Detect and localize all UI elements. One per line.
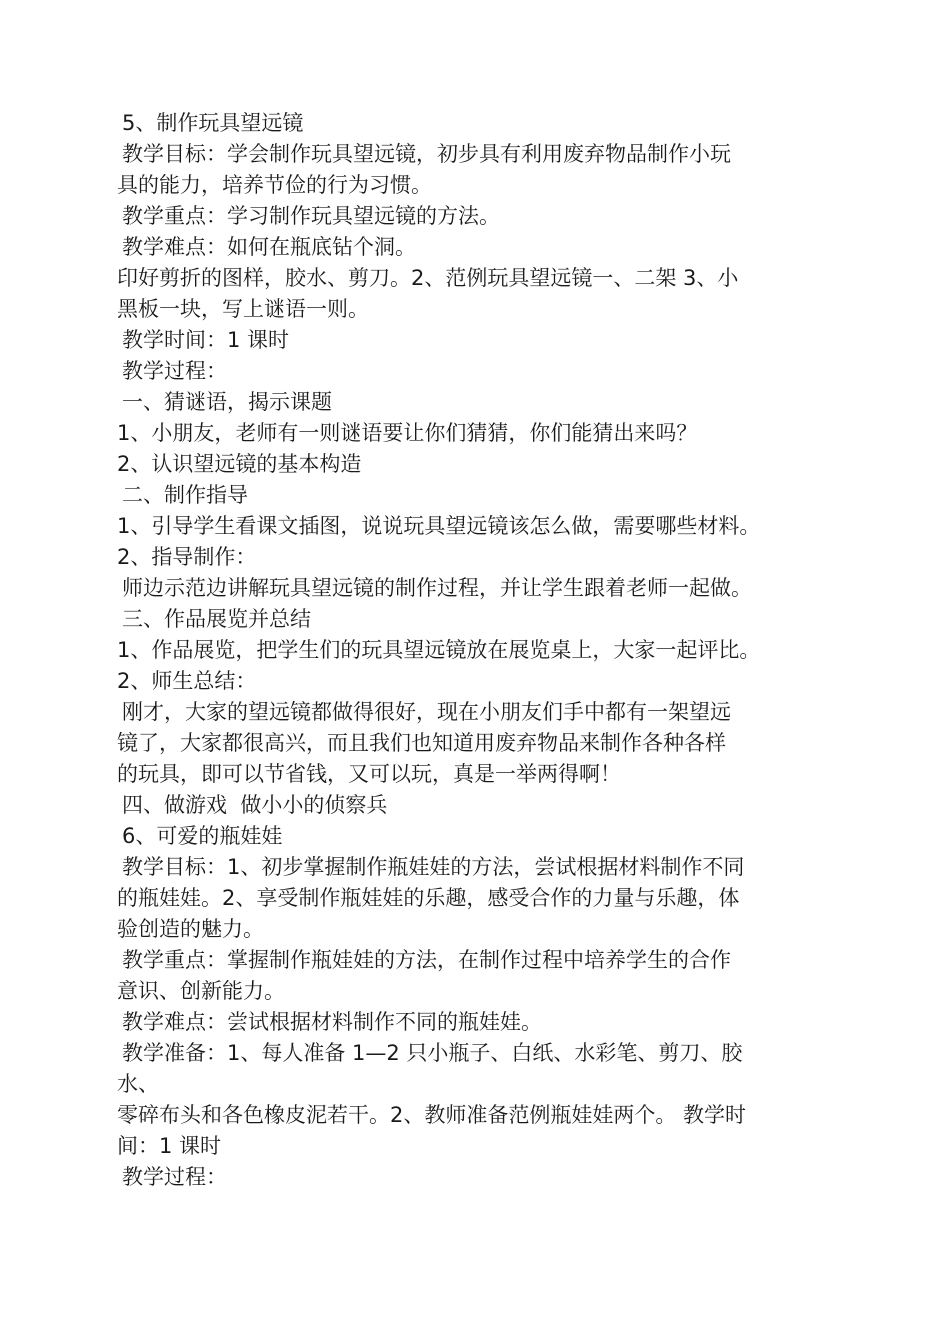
text-line: 2、指导制作： bbox=[117, 545, 257, 569]
text-line: 零碎布头和各色橡皮泥若干。2、教师准备范例瓶娃娃两个。 教学时 bbox=[117, 1103, 747, 1127]
text-line: 教学时间：1 课时 bbox=[122, 328, 290, 352]
text-line: 镜了，大家都很高兴，而且我们也知道用废弃物品来制作各种各样 bbox=[117, 731, 726, 755]
section-heading-telescope: 5、制作玩具望远镜 bbox=[122, 111, 304, 135]
text-line: 教学目标：1、初步掌握制作瓶娃娃的方法，尝试根据材料制作不同 bbox=[122, 855, 745, 879]
text-line: 间：1 课时 bbox=[117, 1134, 222, 1158]
text-line: 印好剪折的图样，胶水、剪刀。2、范例玩具望远镜一、二架 3、小 bbox=[117, 266, 739, 290]
text-line: 1、引导学生看课文插图，说说玩具望远镜该怎么做，需要哪些材料。 bbox=[117, 514, 761, 538]
text-line: 2、师生总结： bbox=[117, 669, 257, 693]
text-line: 三、作品展览并总结 bbox=[122, 607, 311, 631]
text-line: 2、认识望远镜的基本构造 bbox=[117, 452, 362, 476]
text-line: 教学目标：学会制作玩具望远镜，初步具有利用废弃物品制作小玩 bbox=[122, 142, 731, 166]
text-line: 教学重点：掌握制作瓶娃娃的方法，在制作过程中培养学生的合作 bbox=[122, 948, 731, 972]
text-line: 四、做游戏 做小小的侦察兵 bbox=[122, 793, 388, 817]
text-line: 教学过程： bbox=[122, 1165, 227, 1189]
text-line: 教学准备：1、每人准备 1—2 只小瓶子、白纸、水彩笔、剪刀、胶 bbox=[122, 1041, 743, 1065]
text-line: 意识、创新能力。 bbox=[117, 979, 285, 1003]
text-line: 黑板一块，写上谜语一则。 bbox=[117, 297, 369, 321]
document-body bbox=[117, 108, 877, 1193]
text-line: 二、制作指导 bbox=[122, 483, 248, 507]
text-line: 的瓶娃娃。2、享受制作瓶娃娃的乐趣，感受合作的力量与乐趣，体 bbox=[117, 886, 740, 910]
text-line: 刚才，大家的望远镜都做得很好，现在小朋友们手中都有一架望远 bbox=[122, 700, 731, 724]
text-line: 1、小朋友，老师有一则谜语要让你们猜猜，你们能猜出来吗？ bbox=[117, 421, 698, 445]
text-line: 的玩具，即可以节省钱，又可以玩，真是一举两得啊！ bbox=[117, 762, 621, 786]
text-line: 教学难点：尝试根据材料制作不同的瓶娃娃。 bbox=[122, 1010, 542, 1034]
text-line: 教学重点：学习制作玩具望远镜的方法。 bbox=[122, 204, 500, 228]
text-line: 师边示范边讲解玩具望远镜的制作过程，并让学生跟着老师一起做。 bbox=[122, 576, 752, 600]
text-line: 教学难点：如何在瓶底钻个洞。 bbox=[122, 235, 416, 259]
section-heading-bottle-doll: 6、可爱的瓶娃娃 bbox=[122, 824, 283, 848]
text-line: 水、 bbox=[117, 1072, 159, 1096]
text-line: 一、猜谜语，揭示课题 bbox=[122, 390, 332, 414]
text-line: 1、作品展览，把学生们的玩具望远镜放在展览桌上，大家一起评比。 bbox=[117, 638, 761, 662]
text-line: 教学过程： bbox=[122, 359, 227, 383]
text-line: 具的能力，培养节俭的行为习惯。 bbox=[117, 173, 432, 197]
text-line: 验创造的魅力。 bbox=[117, 917, 264, 941]
